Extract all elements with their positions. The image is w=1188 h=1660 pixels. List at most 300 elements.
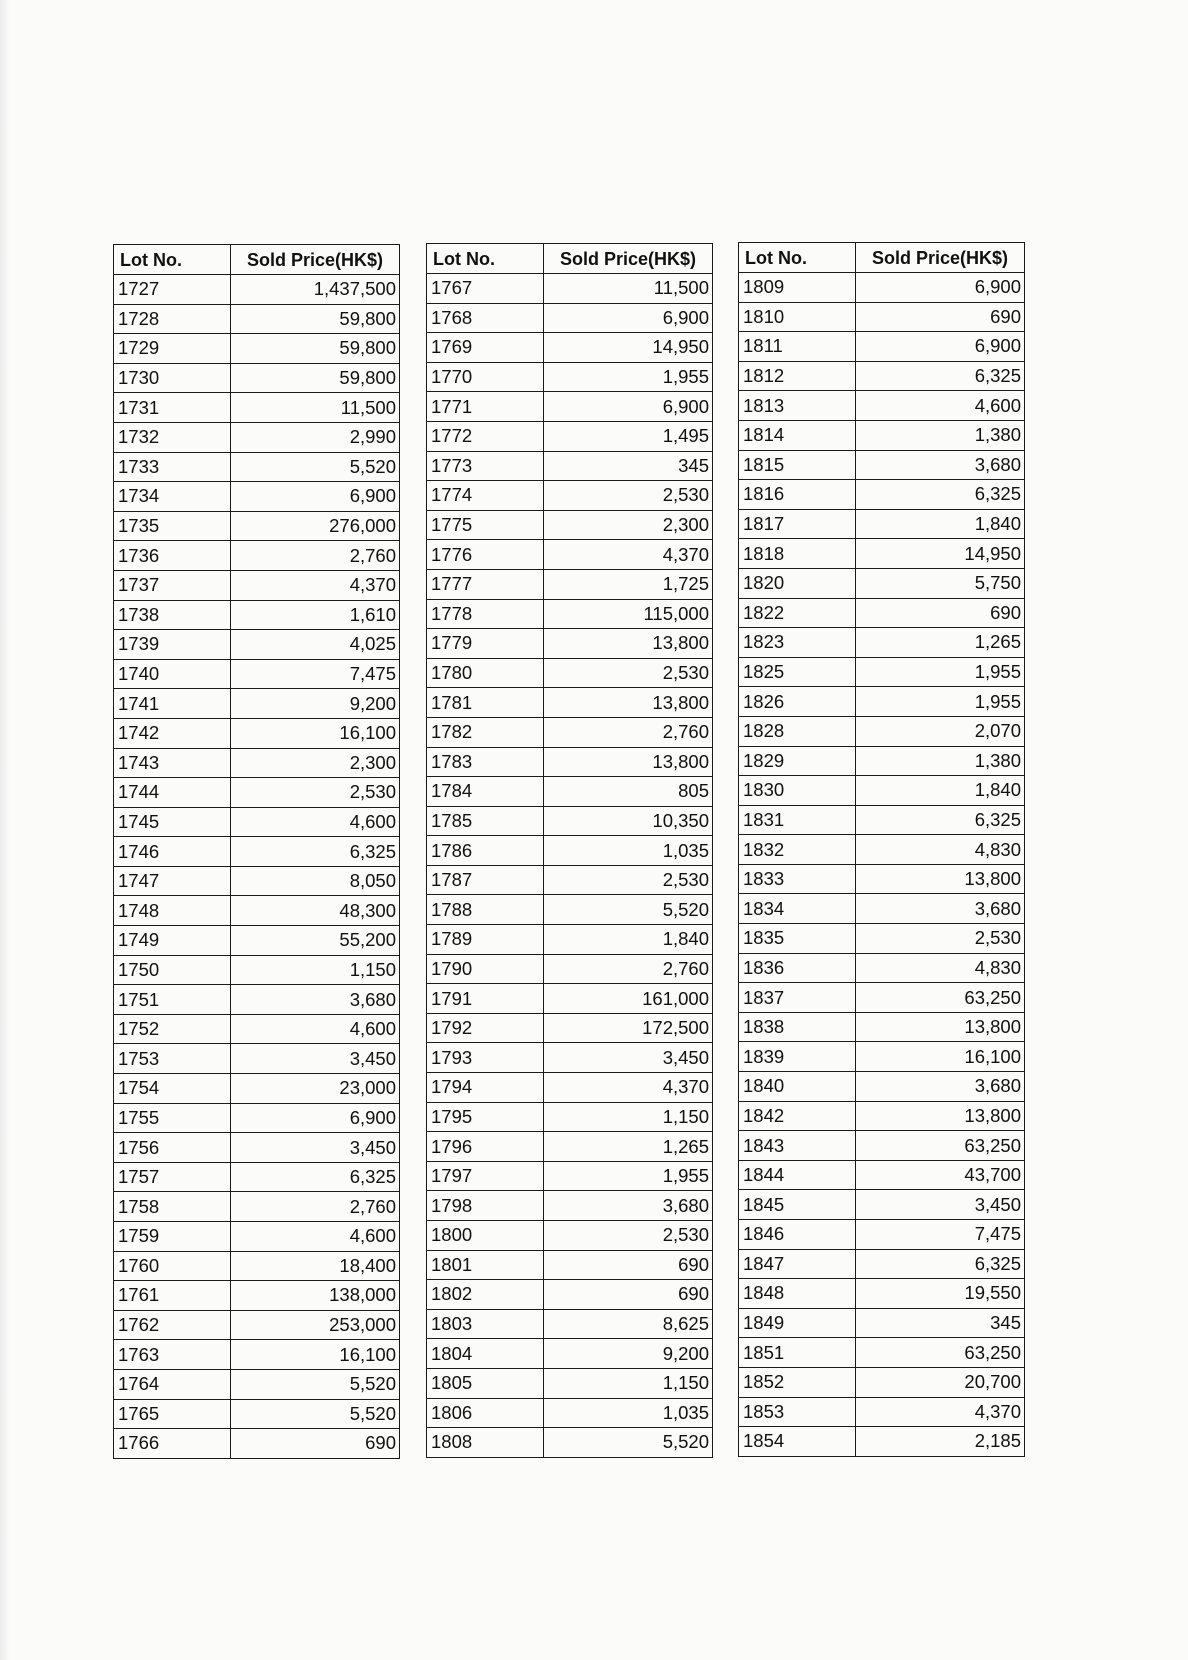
sold-price-cell: 16,100	[231, 1340, 400, 1370]
lot-number-cell: 1847	[739, 1249, 856, 1279]
table-row	[739, 1397, 1025, 1427]
table-row	[739, 687, 1025, 717]
lot-number-cell: 1736	[114, 541, 231, 571]
table-row	[739, 746, 1025, 776]
table-row	[739, 1249, 1025, 1279]
lot-number-cell: 1754	[114, 1074, 231, 1104]
table-row	[114, 304, 400, 334]
table-row	[739, 302, 1025, 332]
lot-number-cell: 1808	[427, 1428, 544, 1458]
table-row	[427, 569, 713, 599]
table-row	[739, 924, 1025, 954]
lot-number-cell: 1747	[114, 866, 231, 896]
table-row	[739, 776, 1025, 806]
lot-number-cell: 1777	[427, 569, 544, 599]
sold-price-cell: 1,035	[544, 836, 713, 866]
lot-number-cell: 1763	[114, 1340, 231, 1370]
lot-number-cell: 1749	[114, 926, 231, 956]
header-row	[739, 243, 1025, 273]
sold-price-cell: 6,900	[856, 332, 1025, 362]
table-row	[114, 926, 400, 956]
sold-price-cell: 5,520	[231, 1399, 400, 1429]
sold-price-cell: 48,300	[231, 896, 400, 926]
lot-number-cell: 1832	[739, 835, 856, 865]
table-row	[114, 1014, 400, 1044]
sold-price-cell: 43,700	[856, 1160, 1025, 1190]
sold-price-cell: 5,520	[544, 1428, 713, 1458]
sold-price-cell: 13,800	[544, 747, 713, 777]
sold-price-cell: 4,830	[856, 835, 1025, 865]
lot-number-cell: 1791	[427, 984, 544, 1014]
sold-price-cell: 2,760	[544, 717, 713, 747]
sold-price-cell: 16,100	[856, 1042, 1025, 1072]
sold-price-cell: 2,185	[856, 1427, 1025, 1457]
table-row	[114, 748, 400, 778]
lot-number-cell: 1785	[427, 806, 544, 836]
lot-number-cell: 1733	[114, 452, 231, 482]
sold-price-cell: 9,200	[231, 689, 400, 719]
table-row	[427, 1013, 713, 1043]
table-row	[114, 1103, 400, 1133]
lot-number-cell: 1843	[739, 1131, 856, 1161]
sold-price-cell: 690	[544, 1280, 713, 1310]
table-row	[114, 1192, 400, 1222]
lot-number-cell: 1743	[114, 748, 231, 778]
table-row	[739, 716, 1025, 746]
table-row	[427, 599, 713, 629]
table-row	[114, 275, 400, 305]
table-row	[114, 866, 400, 896]
table-row	[114, 659, 400, 689]
lot-number-cell: 1750	[114, 955, 231, 985]
lot-no-header: Lot No.	[114, 245, 231, 275]
sold-price-cell: 59,800	[231, 363, 400, 393]
lot-number-cell: 1765	[114, 1399, 231, 1429]
table-row	[427, 392, 713, 422]
sold-price-cell: 4,600	[231, 807, 400, 837]
sold-price-cell: 6,900	[231, 482, 400, 512]
sold-price-cell: 1,035	[544, 1398, 713, 1428]
table-row	[427, 333, 713, 363]
sold-price-cell: 3,450	[544, 1043, 713, 1073]
sold-price-cell: 3,680	[856, 450, 1025, 480]
sold-price-cell: 9,200	[544, 1339, 713, 1369]
results-table-2	[426, 243, 713, 1458]
lot-number-cell: 1788	[427, 895, 544, 925]
lot-number-cell: 1769	[427, 333, 544, 363]
table-row	[427, 1428, 713, 1458]
table-row	[427, 451, 713, 481]
table-row	[427, 1132, 713, 1162]
sold-price-header: Sold Price(HK$)	[856, 243, 1025, 273]
sold-price-cell: 19,550	[856, 1279, 1025, 1309]
lot-number-cell: 1761	[114, 1281, 231, 1311]
lot-number-cell: 1853	[739, 1397, 856, 1427]
page-edge-shadow	[0, 0, 10, 1660]
table-row	[427, 421, 713, 451]
table-row	[739, 835, 1025, 865]
sold-price-cell: 2,530	[544, 1221, 713, 1251]
results-table-1	[113, 244, 400, 1459]
sold-price-cell: 172,500	[544, 1013, 713, 1043]
lot-number-cell: 1734	[114, 482, 231, 512]
sold-price-cell: 3,680	[856, 1072, 1025, 1102]
lot-number-cell: 1803	[427, 1309, 544, 1339]
table-row	[427, 954, 713, 984]
lot-number-cell: 1729	[114, 334, 231, 364]
table-row	[114, 689, 400, 719]
lot-number-cell: 1732	[114, 422, 231, 452]
table-row	[427, 481, 713, 511]
table-row	[114, 1369, 400, 1399]
lot-number-cell: 1851	[739, 1338, 856, 1368]
lot-number-cell: 1845	[739, 1190, 856, 1220]
lot-number-cell: 1774	[427, 481, 544, 511]
table-row	[114, 1251, 400, 1281]
lot-number-cell: 1730	[114, 363, 231, 393]
table-row	[427, 717, 713, 747]
table-row	[739, 953, 1025, 983]
table-row	[114, 541, 400, 571]
table-row	[427, 1161, 713, 1191]
table-row	[427, 1191, 713, 1221]
sold-price-cell: 7,475	[856, 1220, 1025, 1250]
table-row	[739, 480, 1025, 510]
table-row	[114, 837, 400, 867]
table-row	[114, 1074, 400, 1104]
lot-number-cell: 1772	[427, 421, 544, 451]
table-row	[114, 1399, 400, 1429]
lot-number-cell: 1839	[739, 1042, 856, 1072]
lot-number-cell: 1727	[114, 275, 231, 305]
lot-number-cell: 1755	[114, 1103, 231, 1133]
table-row	[427, 836, 713, 866]
lot-number-cell: 1778	[427, 599, 544, 629]
lot-number-cell: 1766	[114, 1429, 231, 1459]
lot-number-cell: 1746	[114, 837, 231, 867]
sold-price-cell: 6,325	[856, 361, 1025, 391]
lot-number-cell: 1731	[114, 393, 231, 423]
table-row	[739, 1160, 1025, 1190]
sold-price-cell: 115,000	[544, 599, 713, 629]
table-row	[427, 1102, 713, 1132]
table-row	[427, 865, 713, 895]
sold-price-cell: 13,800	[856, 1012, 1025, 1042]
lot-number-cell: 1809	[739, 273, 856, 303]
sold-price-cell: 3,680	[856, 894, 1025, 924]
table-row	[427, 1073, 713, 1103]
lot-number-cell: 1836	[739, 953, 856, 983]
sold-price-cell: 59,800	[231, 304, 400, 334]
table-row	[114, 393, 400, 423]
lot-number-cell: 1825	[739, 657, 856, 687]
sold-price-cell: 4,600	[856, 391, 1025, 421]
lot-number-cell: 1762	[114, 1310, 231, 1340]
lot-number-cell: 1758	[114, 1192, 231, 1222]
lot-number-cell: 1792	[427, 1013, 544, 1043]
sold-price-cell: 5,750	[856, 568, 1025, 598]
lot-number-cell: 1840	[739, 1072, 856, 1102]
lot-number-cell: 1759	[114, 1222, 231, 1252]
table-row	[739, 805, 1025, 835]
table-row	[114, 1162, 400, 1192]
sold-price-cell: 5,520	[231, 1369, 400, 1399]
lot-number-cell: 1816	[739, 480, 856, 510]
sold-price-cell: 690	[231, 1429, 400, 1459]
lot-number-cell: 1780	[427, 658, 544, 688]
table-row	[427, 274, 713, 304]
table-body	[114, 275, 400, 1459]
lot-number-cell: 1804	[427, 1339, 544, 1369]
lot-number-cell: 1779	[427, 629, 544, 659]
sold-price-cell: 59,800	[231, 334, 400, 364]
lot-number-cell: 1800	[427, 1221, 544, 1251]
table-row	[427, 1043, 713, 1073]
table-row	[114, 807, 400, 837]
table-row	[114, 600, 400, 630]
lot-number-cell: 1805	[427, 1368, 544, 1398]
lot-number-cell: 1838	[739, 1012, 856, 1042]
table-row	[427, 510, 713, 540]
table-row	[427, 540, 713, 570]
lot-number-cell: 1771	[427, 392, 544, 422]
sold-price-cell: 2,530	[544, 481, 713, 511]
sold-price-cell: 5,520	[231, 452, 400, 482]
lot-number-cell: 1810	[739, 302, 856, 332]
sold-price-cell: 14,950	[856, 539, 1025, 569]
sold-price-cell: 7,475	[231, 659, 400, 689]
table-row	[739, 1308, 1025, 1338]
table-row	[739, 568, 1025, 598]
sold-price-cell: 16,100	[231, 718, 400, 748]
table-row	[739, 539, 1025, 569]
table-row	[427, 303, 713, 333]
lot-number-cell: 1854	[739, 1427, 856, 1457]
lot-number-cell: 1789	[427, 925, 544, 955]
results-table-3	[738, 242, 1025, 1457]
sold-price-cell: 2,760	[231, 541, 400, 571]
lot-number-cell: 1735	[114, 511, 231, 541]
sold-price-cell: 4,600	[231, 1222, 400, 1252]
lot-number-cell: 1818	[739, 539, 856, 569]
table-row	[114, 452, 400, 482]
table-row	[427, 806, 713, 836]
lot-number-cell: 1782	[427, 717, 544, 747]
table-row	[114, 718, 400, 748]
table-row	[739, 1012, 1025, 1042]
sold-price-cell: 5,520	[544, 895, 713, 925]
sold-price-cell: 1,955	[544, 362, 713, 392]
lot-number-cell: 1830	[739, 776, 856, 806]
table-row	[114, 570, 400, 600]
lot-number-cell: 1752	[114, 1014, 231, 1044]
sold-price-cell: 63,250	[856, 1338, 1025, 1368]
table-row	[739, 1279, 1025, 1309]
lot-number-cell: 1820	[739, 568, 856, 598]
sold-price-cell: 11,500	[544, 274, 713, 304]
lot-number-cell: 1837	[739, 983, 856, 1013]
sold-price-cell: 1,265	[856, 628, 1025, 658]
lot-number-cell: 1828	[739, 716, 856, 746]
lot-number-cell: 1822	[739, 598, 856, 628]
table-row	[114, 778, 400, 808]
sold-price-cell: 1,840	[544, 925, 713, 955]
table-row	[427, 629, 713, 659]
sold-price-cell: 6,900	[544, 392, 713, 422]
lot-number-cell: 1776	[427, 540, 544, 570]
table-row	[739, 361, 1025, 391]
lot-number-cell: 1795	[427, 1102, 544, 1132]
sold-price-cell: 6,325	[856, 805, 1025, 835]
lot-number-cell: 1740	[114, 659, 231, 689]
table-row	[427, 1339, 713, 1369]
sold-price-cell: 345	[544, 451, 713, 481]
lot-number-cell: 1787	[427, 865, 544, 895]
table	[738, 242, 1025, 1457]
table-row	[114, 334, 400, 364]
sold-price-cell: 2,530	[856, 924, 1025, 954]
lot-number-cell: 1739	[114, 630, 231, 660]
lot-number-cell: 1817	[739, 509, 856, 539]
lot-number-cell: 1756	[114, 1133, 231, 1163]
lot-number-cell: 1846	[739, 1220, 856, 1250]
lot-number-cell: 1764	[114, 1369, 231, 1399]
sold-price-cell: 1,840	[856, 509, 1025, 539]
sold-price-cell: 6,900	[544, 303, 713, 333]
table-row	[739, 1367, 1025, 1397]
table-row	[427, 1309, 713, 1339]
lot-number-cell: 1826	[739, 687, 856, 717]
header-row	[114, 245, 400, 275]
sold-price-header: Sold Price(HK$)	[544, 244, 713, 274]
table-row	[739, 657, 1025, 687]
sold-price-cell: 20,700	[856, 1367, 1025, 1397]
table-row	[427, 1398, 713, 1428]
table-row	[739, 1101, 1025, 1131]
sold-price-cell: 1,610	[231, 600, 400, 630]
lot-number-cell: 1738	[114, 600, 231, 630]
table-row	[427, 1250, 713, 1280]
lot-number-cell: 1812	[739, 361, 856, 391]
lot-number-cell: 1753	[114, 1044, 231, 1074]
sold-price-cell: 161,000	[544, 984, 713, 1014]
sold-price-cell: 1,265	[544, 1132, 713, 1162]
lot-number-cell: 1802	[427, 1280, 544, 1310]
table-row	[114, 1340, 400, 1370]
sold-price-cell: 1,150	[231, 955, 400, 985]
table-row	[739, 1131, 1025, 1161]
sold-price-cell: 13,800	[544, 629, 713, 659]
table-row	[739, 391, 1025, 421]
lot-number-cell: 1783	[427, 747, 544, 777]
lot-number-cell: 1797	[427, 1161, 544, 1191]
table-row	[739, 864, 1025, 894]
lot-number-cell: 1786	[427, 836, 544, 866]
lot-number-cell: 1831	[739, 805, 856, 835]
lot-number-cell: 1775	[427, 510, 544, 540]
sold-price-cell: 10,350	[544, 806, 713, 836]
table-row	[739, 509, 1025, 539]
sold-price-cell: 4,370	[231, 570, 400, 600]
table-row	[739, 894, 1025, 924]
lot-number-cell: 1813	[739, 391, 856, 421]
table-row	[739, 1072, 1025, 1102]
sold-price-cell: 1,380	[856, 420, 1025, 450]
sold-price-cell: 2,300	[231, 748, 400, 778]
table-row	[739, 420, 1025, 450]
table-row	[739, 983, 1025, 1013]
sold-price-cell: 63,250	[856, 983, 1025, 1013]
sold-price-cell: 3,680	[231, 985, 400, 1015]
table-row	[114, 630, 400, 660]
table-row	[114, 896, 400, 926]
table-row	[427, 777, 713, 807]
table-row	[427, 984, 713, 1014]
sold-price-cell: 3,450	[231, 1133, 400, 1163]
lot-number-cell: 1844	[739, 1160, 856, 1190]
sold-price-cell: 23,000	[231, 1074, 400, 1104]
lot-number-cell: 1767	[427, 274, 544, 304]
table-row	[739, 1220, 1025, 1250]
sold-price-cell: 253,000	[231, 1310, 400, 1340]
lot-number-cell: 1770	[427, 362, 544, 392]
table-row	[114, 1044, 400, 1074]
sold-price-cell: 2,990	[231, 422, 400, 452]
sold-price-cell: 6,325	[856, 480, 1025, 510]
lot-number-cell: 1744	[114, 778, 231, 808]
lot-number-cell: 1849	[739, 1308, 856, 1338]
sold-price-header: Sold Price(HK$)	[231, 245, 400, 275]
lot-number-cell: 1793	[427, 1043, 544, 1073]
sold-price-cell: 8,050	[231, 866, 400, 896]
sold-price-cell: 1,955	[856, 687, 1025, 717]
lot-number-cell: 1806	[427, 1398, 544, 1428]
sold-price-cell: 690	[544, 1250, 713, 1280]
sold-price-cell: 6,900	[856, 273, 1025, 303]
sold-price-cell: 6,325	[856, 1249, 1025, 1279]
table-row	[114, 1222, 400, 1252]
sold-price-cell: 6,900	[231, 1103, 400, 1133]
table-row	[114, 482, 400, 512]
sold-price-cell: 2,760	[544, 954, 713, 984]
lot-number-cell: 1741	[114, 689, 231, 719]
lot-no-header: Lot No.	[739, 243, 856, 273]
lot-number-cell: 1835	[739, 924, 856, 954]
table-row	[114, 422, 400, 452]
table-row	[739, 628, 1025, 658]
sold-price-cell: 13,800	[544, 688, 713, 718]
table	[426, 243, 713, 1458]
table-row	[739, 332, 1025, 362]
lot-number-cell: 1748	[114, 896, 231, 926]
sold-price-cell: 4,370	[544, 1073, 713, 1103]
sold-price-cell: 8,625	[544, 1309, 713, 1339]
sold-price-cell: 13,800	[856, 1101, 1025, 1131]
lot-number-cell: 1829	[739, 746, 856, 776]
lot-number-cell: 1811	[739, 332, 856, 362]
sold-price-cell: 6,325	[231, 837, 400, 867]
table-row	[427, 1368, 713, 1398]
lot-number-cell: 1801	[427, 1250, 544, 1280]
sold-price-cell: 4,600	[231, 1014, 400, 1044]
sold-price-cell: 138,000	[231, 1281, 400, 1311]
sold-price-cell: 18,400	[231, 1251, 400, 1281]
lot-no-header: Lot No.	[427, 244, 544, 274]
lot-number-cell: 1768	[427, 303, 544, 333]
sold-price-cell: 4,370	[856, 1397, 1025, 1427]
sold-price-cell: 4,830	[856, 953, 1025, 983]
sold-price-cell: 1,150	[544, 1368, 713, 1398]
